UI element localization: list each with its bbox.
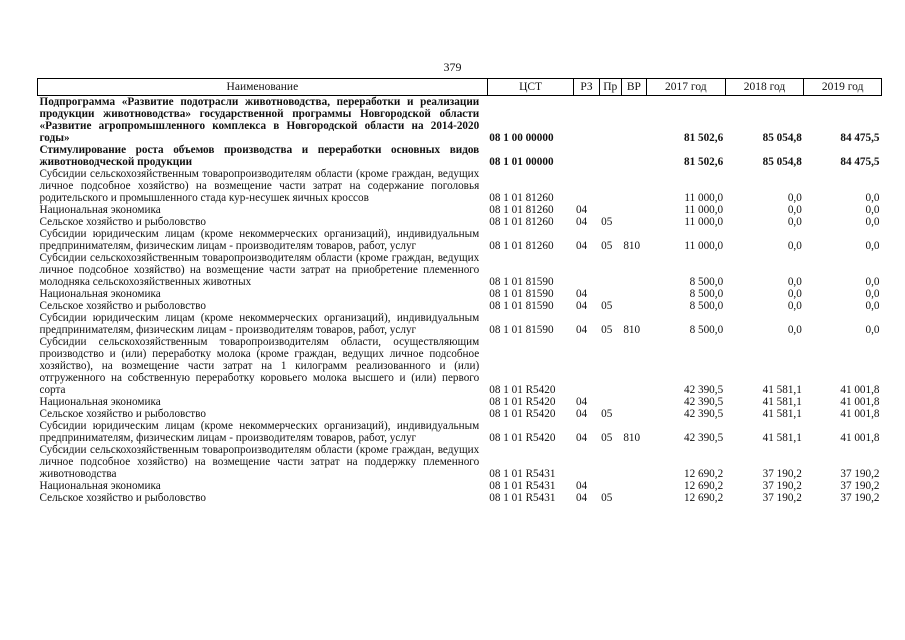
cell-rz: 04 xyxy=(575,432,588,444)
table-row xyxy=(38,252,882,288)
cell-rz: 04 xyxy=(575,492,588,504)
cell-pr xyxy=(599,444,621,480)
cell-y2019: 37 190,2 xyxy=(840,492,880,504)
cell-rz: 04 xyxy=(575,480,588,492)
cell-name: Стимулирование роста объемов производства и переработки основных видов животноводческой продукции xyxy=(39,144,480,168)
cell-rz xyxy=(574,336,599,396)
cell-y2019: 37 190,2 xyxy=(840,480,880,492)
table-row xyxy=(38,420,882,444)
cell-y2018: 0,0 xyxy=(787,192,802,204)
cell-rz: 04 xyxy=(575,324,588,336)
cell-vr xyxy=(621,252,646,288)
cell-vr xyxy=(621,480,646,492)
table-row xyxy=(38,216,882,228)
cell-y2019: 84 475,5 xyxy=(840,132,880,144)
table-row xyxy=(38,492,882,504)
cell-rz: 04 xyxy=(575,240,588,252)
cell-vr xyxy=(621,492,646,504)
cell-pr: 05 xyxy=(601,216,613,228)
cell-y2017: 81 502,6 xyxy=(684,156,724,168)
cell-cst: 08 1 00 00000 xyxy=(489,132,554,144)
cell-cst: 08 1 01 81590 xyxy=(489,276,554,288)
table-body xyxy=(38,96,882,505)
cell-y2018: 37 190,2 xyxy=(762,492,802,504)
cell-pr xyxy=(599,96,621,145)
cell-y2018: 41 581,1 xyxy=(762,384,802,396)
cell-y2017: 42 390,5 xyxy=(684,432,724,444)
cell-name: Субсидии юридическим лицам (кроме некоммерческих организаций), индивидуальным предпринимателям, физическим лицам - производителям товаров, работ, услуг xyxy=(39,420,480,444)
cell-name: Национальная экономика xyxy=(39,288,161,300)
cell-y2018: 0,0 xyxy=(787,216,802,228)
table-row xyxy=(38,204,882,216)
cell-pr: 05 xyxy=(601,240,613,252)
cell-cst: 08 1 01 R5420 xyxy=(489,432,556,444)
cell-cst: 08 1 01 81260 xyxy=(489,192,554,204)
page-number: 379 xyxy=(443,60,462,74)
cell-y2018: 0,0 xyxy=(787,324,802,336)
cell-y2019: 0,0 xyxy=(865,276,880,288)
cell-y2019: 0,0 xyxy=(865,324,880,336)
cell-cst: 08 1 01 81590 xyxy=(489,288,554,300)
cell-y2018: 0,0 xyxy=(787,204,802,216)
cell-y2017: 42 390,5 xyxy=(684,408,724,420)
table-row xyxy=(38,96,882,145)
cell-pr xyxy=(599,396,621,408)
cell-name: Субсидии сельскохозяйственным товаропроизводителям области (кроме граждан, ведущих личное подсобное хозяйство) на возмещение части затрат на поддержку племенного животноводства xyxy=(39,444,480,480)
cell-y2018: 41 581,1 xyxy=(762,408,802,420)
cell-cst: 08 1 01 R5431 xyxy=(489,480,556,492)
cell-y2019: 41 001,8 xyxy=(840,432,880,444)
cell-y2019: 84 475,5 xyxy=(840,156,880,168)
header-2018: 2018 год xyxy=(725,79,804,96)
cell-name: Субсидии юридическим лицам (кроме некоммерческих организаций), индивидуальным предпринимателям, физическим лицам - производителям товаров, работ, услуг xyxy=(39,312,480,336)
cell-vr xyxy=(621,216,646,228)
cell-y2017: 81 502,6 xyxy=(684,132,724,144)
cell-pr xyxy=(599,252,621,288)
cell-pr xyxy=(599,168,621,204)
cell-name: Сельское хозяйство и рыболовство xyxy=(39,216,206,228)
cell-rz: 04 xyxy=(575,408,588,420)
table-row xyxy=(38,312,882,336)
cell-vr xyxy=(621,408,646,420)
cell-rz: 04 xyxy=(575,300,588,312)
cell-name: Сельское хозяйство и рыболовство xyxy=(39,300,206,312)
cell-y2018: 0,0 xyxy=(787,288,802,300)
cell-cst: 08 1 01 81590 xyxy=(489,324,554,336)
cell-y2019: 0,0 xyxy=(865,300,880,312)
cell-y2017: 11 000,0 xyxy=(684,192,724,204)
table-row xyxy=(38,168,882,204)
cell-vr xyxy=(621,300,646,312)
cell-vr: 810 xyxy=(623,240,641,252)
cell-y2019: 0,0 xyxy=(865,216,880,228)
cell-name: Сельское хозяйство и рыболовство xyxy=(39,492,206,504)
table-row xyxy=(38,288,882,300)
cell-name: Субсидии сельскохозяйственным товаропроизводителям области (кроме граждан, ведущих личное подсобное хозяйство) на возмещение части затрат на приобретение племенного молодняка сельскохозяйственных животных xyxy=(39,252,480,288)
cell-name: Национальная экономика xyxy=(39,396,161,408)
cell-y2017: 11 000,0 xyxy=(684,216,724,228)
cell-name: Субсидии юридическим лицам (кроме некоммерческих организаций), индивидуальным предпринимателям, физическим лицам - производителям товаров, работ, услуг xyxy=(39,228,480,252)
cell-cst: 08 1 01 R5420 xyxy=(489,384,556,396)
cell-y2017: 12 690,2 xyxy=(684,480,724,492)
cell-cst: 08 1 01 R5431 xyxy=(489,468,556,480)
table-row xyxy=(38,336,882,396)
cell-y2017: 8 500,0 xyxy=(689,288,724,300)
cell-cst: 08 1 01 00000 xyxy=(489,156,554,168)
cell-y2019: 41 001,8 xyxy=(840,396,880,408)
cell-pr xyxy=(599,144,621,168)
cell-rz: 04 xyxy=(575,216,588,228)
cell-vr xyxy=(621,444,646,480)
header-pr: Пр xyxy=(599,79,621,96)
cell-vr xyxy=(621,96,646,145)
header-2019: 2019 год xyxy=(804,79,882,96)
cell-y2018: 85 054,8 xyxy=(762,156,802,168)
header-rz: РЗ xyxy=(574,79,599,96)
cell-y2017: 8 500,0 xyxy=(689,276,724,288)
cell-cst: 08 1 01 R5420 xyxy=(489,396,556,408)
cell-name: Национальная экономика xyxy=(39,480,161,492)
cell-y2017: 12 690,2 xyxy=(684,468,724,480)
cell-pr xyxy=(599,288,621,300)
cell-y2018: 37 190,2 xyxy=(762,468,802,480)
cell-y2017: 8 500,0 xyxy=(689,324,724,336)
cell-y2017: 11 000,0 xyxy=(684,240,724,252)
cell-rz: 04 xyxy=(575,288,588,300)
budget-table xyxy=(37,78,882,504)
cell-pr: 05 xyxy=(601,492,613,504)
cell-rz: 04 xyxy=(575,396,588,408)
cell-y2018: 0,0 xyxy=(787,276,802,288)
cell-y2019: 0,0 xyxy=(865,240,880,252)
cell-pr xyxy=(599,480,621,492)
header-vr: ВР xyxy=(621,79,646,96)
cell-pr xyxy=(599,204,621,216)
cell-y2019: 41 001,8 xyxy=(840,384,880,396)
cell-vr xyxy=(621,168,646,204)
cell-y2018: 41 581,1 xyxy=(762,432,802,444)
cell-y2017: 42 390,5 xyxy=(684,384,724,396)
cell-vr: 810 xyxy=(623,324,641,336)
cell-y2017: 12 690,2 xyxy=(684,492,724,504)
header-name: Наименование xyxy=(38,79,488,96)
cell-y2018: 41 581,1 xyxy=(762,396,802,408)
cell-name: Субсидии сельскохозяйственным товаропроизводителям области, осуществляющим производство и (или) переработку молока (кроме граждан, ведущих личное подсобное хозяйство), на возмещение части затрат на 1 килограмм реализованного и (или) отгруженного на собственную переработку коровьего молока высшего и (или) первого сорта xyxy=(39,336,480,396)
cell-name: Подпрограмма «Развитие подотрасли животноводства, переработки и реализации продукции животноводства» государственной программы Новгородской области «Развитие агропромышленного комплекса в Новгородской области на 2014-2020 годы» xyxy=(39,96,480,144)
header-cst: ЦСТ xyxy=(487,79,574,96)
cell-y2019: 0,0 xyxy=(865,192,880,204)
cell-vr xyxy=(621,204,646,216)
cell-y2018: 85 054,8 xyxy=(762,132,802,144)
cell-pr: 05 xyxy=(601,300,613,312)
cell-name: Сельское хозяйство и рыболовство xyxy=(39,408,206,420)
cell-name: Национальная экономика xyxy=(39,204,161,216)
cell-cst: 08 1 01 81590 xyxy=(489,300,554,312)
cell-y2017: 8 500,0 xyxy=(689,300,724,312)
cell-rz: 04 xyxy=(575,204,588,216)
cell-vr xyxy=(621,336,646,396)
cell-vr: 810 xyxy=(623,432,641,444)
cell-rz xyxy=(574,168,599,204)
cell-cst: 08 1 01 81260 xyxy=(489,204,554,216)
cell-rz xyxy=(574,252,599,288)
cell-y2018: 0,0 xyxy=(787,300,802,312)
cell-y2017: 11 000,0 xyxy=(684,204,724,216)
table-row xyxy=(38,396,882,408)
table-row xyxy=(38,144,882,168)
table-header-row xyxy=(38,79,882,96)
cell-pr xyxy=(599,336,621,396)
cell-y2019: 0,0 xyxy=(865,288,880,300)
table-row xyxy=(38,300,882,312)
cell-y2019: 41 001,8 xyxy=(840,408,880,420)
cell-rz xyxy=(574,144,599,168)
cell-vr xyxy=(621,396,646,408)
cell-y2019: 37 190,2 xyxy=(840,468,880,480)
cell-name: Субсидии сельскохозяйственным товаропроизводителям области (кроме граждан, ведущих личное подсобное хозяйство) на возмещение части затрат на содержание поголовья родительского и промышленного стада кур-несушек яичных кроссов xyxy=(39,168,480,204)
table-row xyxy=(38,408,882,420)
cell-vr xyxy=(621,144,646,168)
cell-vr xyxy=(621,288,646,300)
table-row xyxy=(38,228,882,252)
cell-rz xyxy=(574,96,599,145)
table-row xyxy=(38,444,882,480)
cell-y2017: 42 390,5 xyxy=(684,396,724,408)
cell-pr: 05 xyxy=(601,408,613,420)
cell-pr: 05 xyxy=(601,324,613,336)
header-2017: 2017 год xyxy=(647,79,726,96)
cell-y2019: 0,0 xyxy=(865,204,880,216)
cell-y2018: 0,0 xyxy=(787,240,802,252)
cell-cst: 08 1 01 R5431 xyxy=(489,492,556,504)
cell-rz xyxy=(574,444,599,480)
cell-cst: 08 1 01 81260 xyxy=(489,240,554,252)
table-row xyxy=(38,480,882,492)
cell-cst: 08 1 01 81260 xyxy=(489,216,554,228)
cell-cst: 08 1 01 R5420 xyxy=(489,408,556,420)
cell-y2018: 37 190,2 xyxy=(762,480,802,492)
cell-pr: 05 xyxy=(601,432,613,444)
